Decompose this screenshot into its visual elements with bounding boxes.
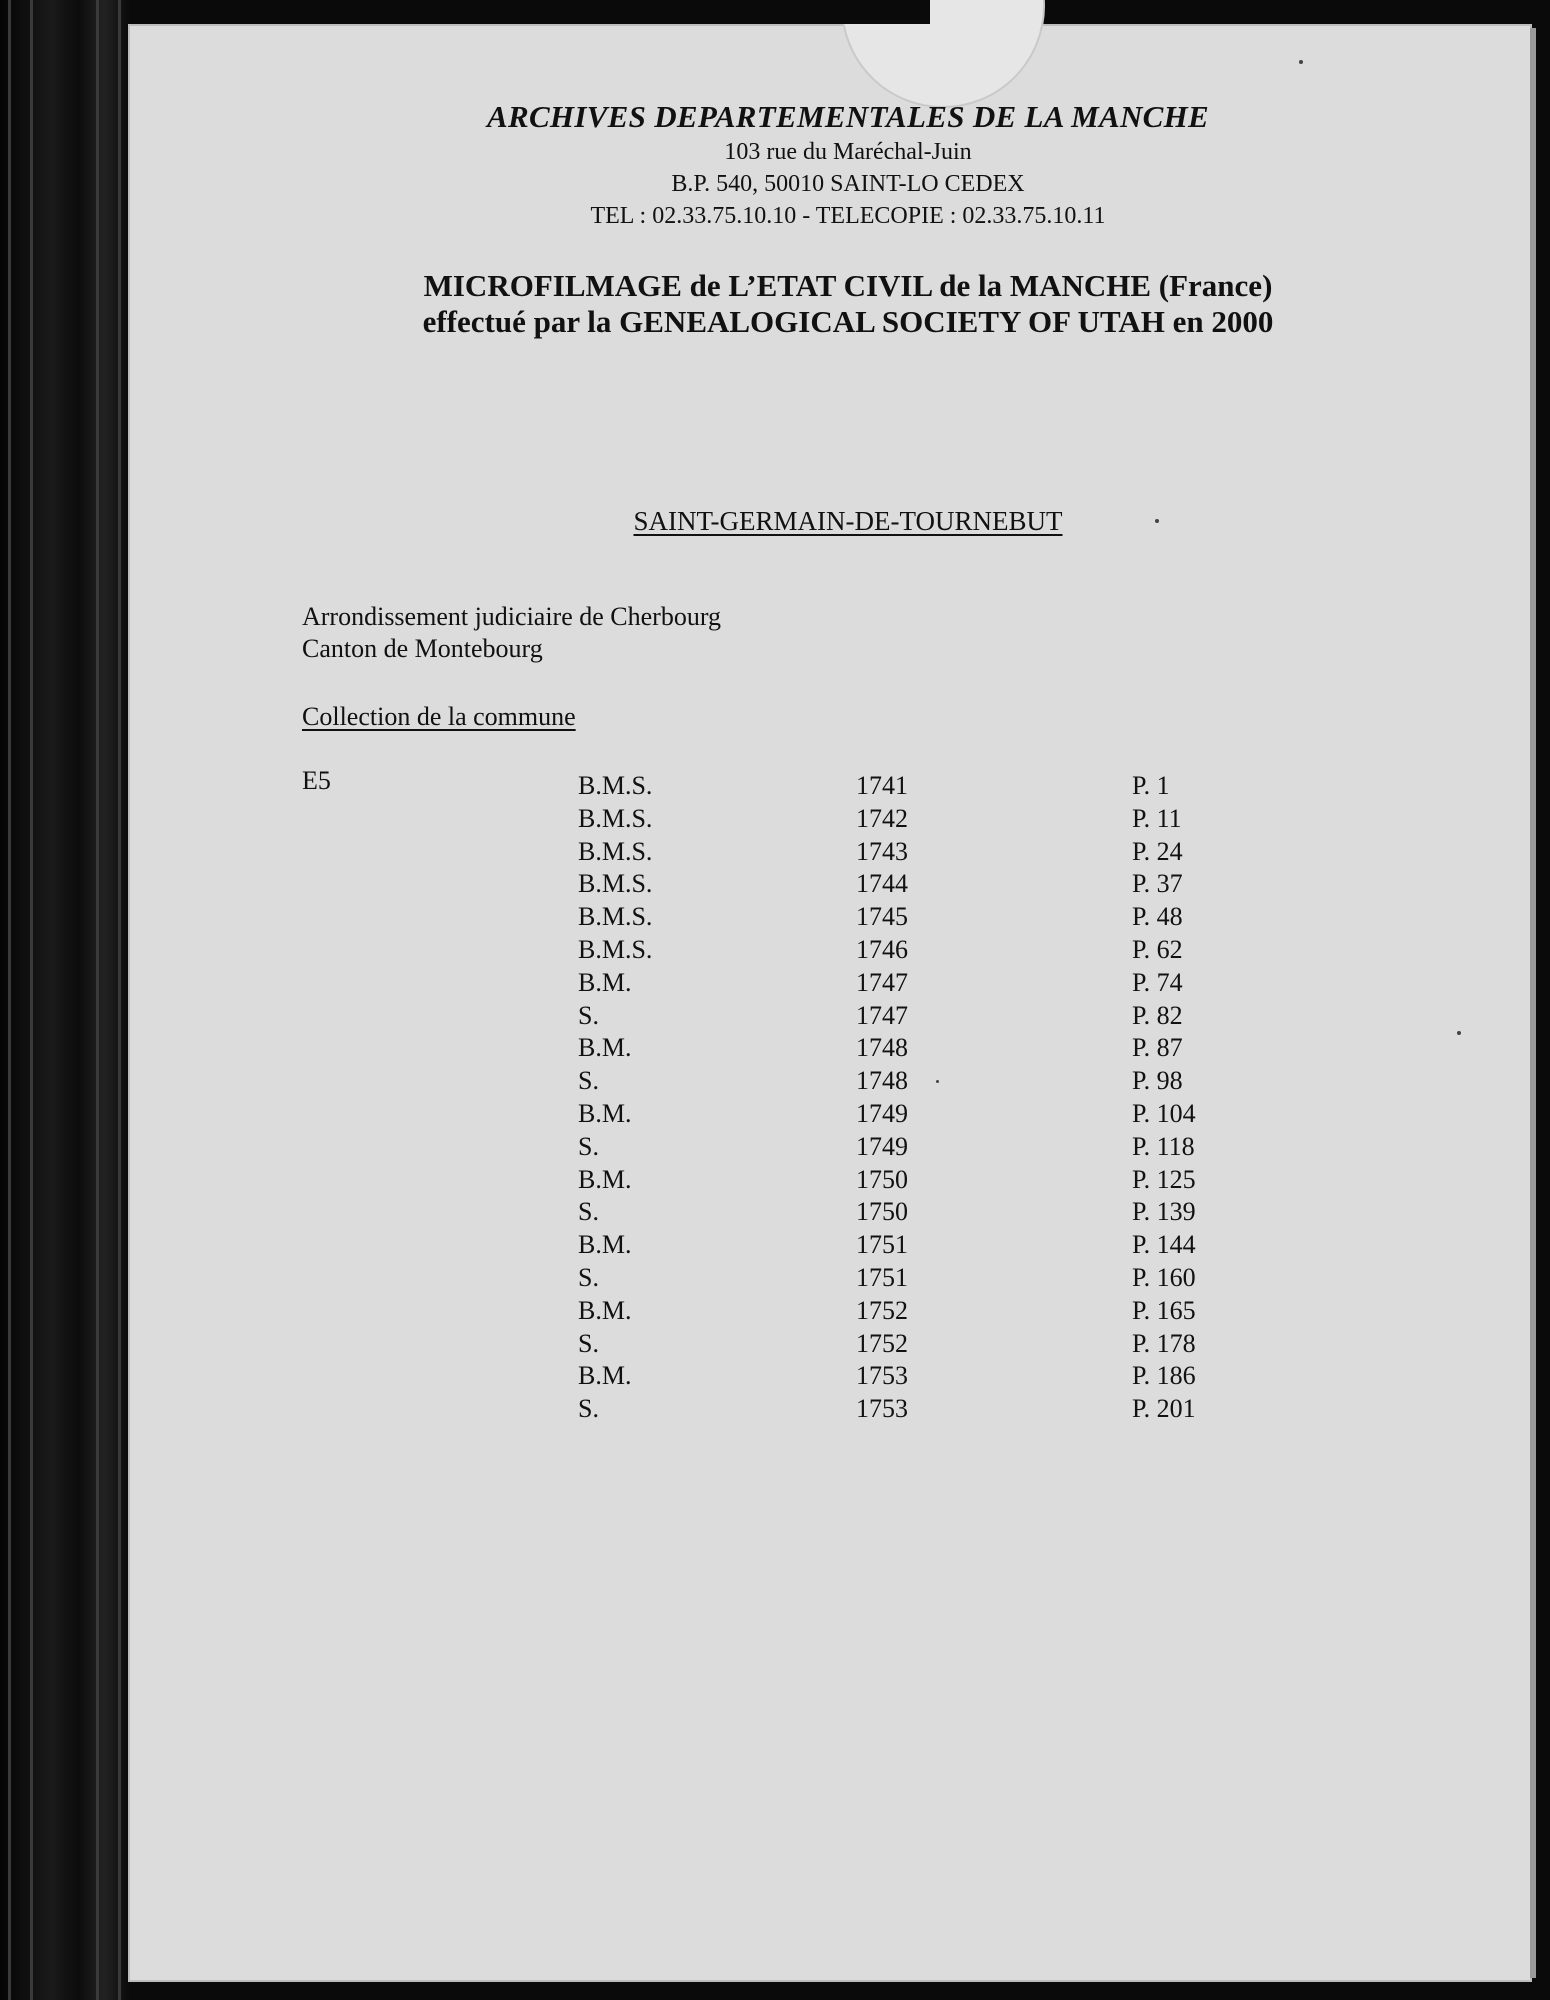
jurisdiction-info: [302, 601, 721, 665]
record-type: B.M.S.: [578, 902, 653, 932]
phone-numbers: TEL : 02.33.75.10.10 - TELECOPIE : 02.33.75.10.11: [590, 203, 1106, 229]
record-type: S.: [578, 1262, 599, 1292]
record-type: S.: [578, 1000, 599, 1030]
dust-speck: [1457, 1031, 1461, 1035]
record-type: S.: [578, 1066, 599, 1096]
record-type: B.M.S.: [578, 803, 653, 833]
record-year: 1746: [856, 934, 908, 964]
record-type: B.M.: [578, 1361, 632, 1391]
record-page: P. 144: [1132, 1230, 1196, 1260]
dust-speck: [936, 1080, 939, 1083]
record-type: B.M.: [578, 1230, 632, 1260]
record-page: P. 1: [1132, 771, 1170, 800]
canton: Canton de Montebourg: [302, 634, 543, 663]
address-city: B.P. 540, 50010 SAINT-LO CEDEX: [671, 171, 1025, 197]
commune-name: SAINT-GERMAIN-DE-TOURNEBUT: [633, 506, 1063, 536]
record-page: P. 98: [1132, 1066, 1183, 1096]
record-year: 1747: [856, 967, 908, 997]
record-page: P. 165: [1132, 1295, 1196, 1325]
record-page: P. 74: [1132, 967, 1183, 997]
record-type: B.M.S.: [578, 836, 653, 866]
record-year: 1752: [856, 1328, 908, 1358]
arrondissement: Arrondissement judiciaire de Cherbourg: [302, 602, 722, 631]
record-page: P. 201: [1132, 1394, 1196, 1424]
record-year: 1743: [856, 836, 908, 866]
record-type: B.M.: [578, 1098, 632, 1128]
dust-speck: [1299, 60, 1303, 64]
record-page: P. 104: [1132, 1098, 1196, 1128]
record-year: 1744: [856, 869, 908, 899]
record-year: 1750: [856, 1164, 908, 1194]
record-page: P. 48: [1132, 902, 1183, 932]
record-year: 1748: [856, 1033, 908, 1063]
record-type: S.: [578, 1131, 599, 1161]
record-year: 1742: [856, 803, 908, 833]
record-year: 1753: [856, 1361, 908, 1391]
record-year: 1749: [856, 1098, 908, 1128]
record-type: B.M.: [578, 967, 632, 997]
record-year: 1753: [856, 1394, 908, 1424]
record-year: 1748: [856, 1066, 908, 1096]
record-type: S.: [578, 1394, 599, 1424]
record-type: B.M.: [578, 1295, 632, 1325]
archive-name: ARCHIVES DEPARTEMENTALES DE LA MANCHE: [486, 99, 1209, 134]
record-year: 1745: [856, 902, 908, 932]
record-year: 1752: [856, 1295, 908, 1325]
record-page: P. 118: [1132, 1131, 1195, 1161]
record-year: 1747: [856, 1000, 908, 1030]
dust-speck: [1155, 519, 1159, 523]
collection-label: Collection de la commune: [302, 702, 576, 731]
record-year: 1751: [856, 1230, 908, 1260]
top-border: [700, 0, 930, 24]
record-page: P. 139: [1132, 1197, 1196, 1227]
record-type: S.: [578, 1328, 599, 1358]
record-year: 1749: [856, 1131, 908, 1161]
address-street: 103 rue du Maréchal-Juin: [724, 139, 972, 165]
record-year: 1750: [856, 1197, 908, 1227]
record-page: P. 82: [1132, 1000, 1183, 1030]
record-page: P. 186: [1132, 1361, 1196, 1391]
microfilm-title: [0, 268, 1550, 340]
record-type: B.M.: [578, 1164, 632, 1194]
record-year: 1751: [856, 1262, 908, 1292]
record-page: P. 24: [1132, 836, 1183, 866]
archive-cote: E5: [302, 766, 331, 795]
record-year: 1741: [856, 771, 908, 800]
record-type: B.M.S.: [578, 934, 653, 964]
record-type: B.M.S.: [578, 869, 653, 899]
record-page: P. 160: [1132, 1262, 1196, 1292]
record-type: S.: [578, 1197, 599, 1227]
record-page: P. 125: [1132, 1164, 1196, 1194]
record-page: P. 37: [1132, 869, 1183, 899]
archive-header: [0, 98, 1550, 232]
record-page: P. 11: [1132, 803, 1182, 833]
record-page: P. 62: [1132, 934, 1183, 964]
record-type: B.M.S.: [578, 771, 653, 800]
title-line-2: effectué par la GENEALOGICAL SOCIETY OF UTAH en 2000: [422, 304, 1274, 339]
record-page: P. 87: [1132, 1033, 1183, 1063]
record-type: B.M.: [578, 1033, 632, 1063]
title-line-1: MICROFILMAGE de L’ETAT CIVIL de la MANCHE (France): [423, 268, 1273, 303]
record-page: P. 178: [1132, 1328, 1196, 1358]
